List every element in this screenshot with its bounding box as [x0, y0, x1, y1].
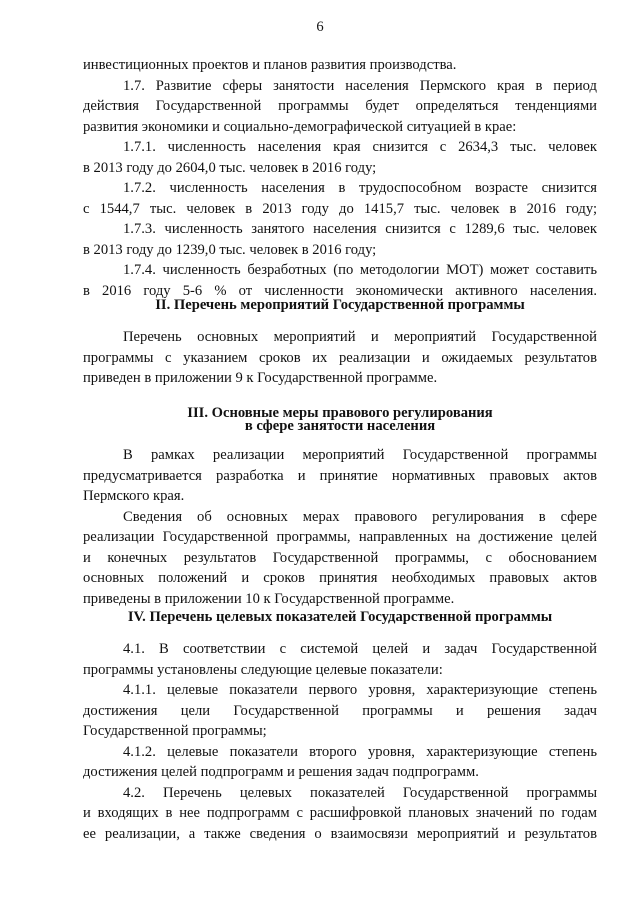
paragraph-line: 1.7. Развитие сферы занятости населения Пермского края в период [123, 77, 597, 94]
section-3-text [83, 445, 597, 609]
paragraph-line: действия Государственной программы будет определяться тенденциями [83, 98, 597, 114]
paragraph-line: 4.1. В соответствии с системой целей и задач Государственной [123, 641, 597, 657]
paragraph-line: программы установлены следующие целевые показатели: [83, 661, 443, 678]
section-2-heading: II. Перечень мероприятий Государственной программы [155, 297, 525, 313]
section-1-7-text [83, 55, 597, 301]
paragraph-line: программы с указанием сроков их реализации и ожидаемых результатов [83, 349, 597, 366]
paragraph-line: и конечных результатов Государственной программы, с обоснованием [83, 549, 597, 566]
paragraph-line: в 2013 году до 1239,0 тыс. человек в 2016 году; [83, 241, 377, 258]
page-number: 6 [316, 19, 324, 35]
paragraph-line: 4.1.1. целевые показатели первого уровня, характеризующие степень [123, 682, 597, 698]
paragraph-line: основных положений и сроков принятия необходимых правовых актов [83, 570, 597, 586]
paragraph-line: Государственной программы; [83, 723, 267, 739]
paragraph-line: приведен в приложении 9 к Государственной программе. [83, 370, 438, 386]
paragraph-line: в 2013 году до 2604,0 тыс. человек в 2016 году; [83, 159, 377, 176]
section-3-heading-line-2: в сфере занятости населения [244, 418, 436, 434]
paragraph-line: приведены в приложении 10 к Государственной программе. [83, 590, 455, 607]
section-4-text [83, 639, 597, 844]
paragraph-line: 1.7.2. численность населения в трудоспособном возрасте снизится [123, 180, 597, 196]
paragraph-line: ее реализации, а также сведения о взаимосвязи мероприятий и результатов [83, 825, 597, 842]
paragraph-line: 1.7.4. численность безработных (по методологии МОТ) может составить [123, 262, 597, 278]
paragraph-line: достижения целей подпрограмм и решения задач подпрограмм. [83, 764, 479, 780]
paragraph-line: Сведения об основных мерах правового регулирования в сфере [123, 508, 597, 525]
paragraph-line: 1.7.3. численность занятого населения снизится с 1289,6 тыс. человек [123, 221, 597, 237]
paragraph-line: В рамках реализации мероприятий Государственной программы [123, 447, 597, 463]
paragraph-line: инвестиционных проектов и планов развития производства. [83, 57, 457, 73]
paragraph-line: развития экономики и социально-демографической ситуацией в крае: [83, 118, 517, 135]
section-4-heading: IV. Перечень целевых показателей Государственной программы [127, 609, 553, 625]
paragraph-line: достижения цели Государственной программы и решения задач [83, 702, 597, 719]
paragraph-line: 4.2. Перечень целевых показателей Государственной программы [123, 784, 597, 801]
section-2-text [83, 327, 597, 389]
paragraph-line: и входящих в нее подпрограмм с расшифровкой плановых значений по годам [83, 805, 597, 821]
paragraph-line: с 1544,7 тыс. человек в 2013 году до 1415,7 тыс. человек в 2016 году; [83, 200, 597, 217]
paragraph-line: 4.1.2. целевые показатели второго уровня, характеризующие степень [123, 743, 597, 760]
section-3-heading-line-1: III. Основные меры правового регулирования [187, 405, 493, 421]
paragraph-line: Перечень основных мероприятий и мероприятий Государственной [123, 329, 597, 345]
paragraph-line: предусматривается разработка и принятие нормативных правовых актов [83, 467, 597, 484]
paragraph-line: Пермского края. [83, 488, 185, 504]
paragraph-line: 1.7.1. численность населения края снизится с 2634,3 тыс. человек [123, 139, 597, 155]
paragraph-line: реализации Государственной программы, направленных на достижение целей [83, 529, 597, 545]
paragraph-line: в 2016 году 5-6 % от численности экономически активного населения. [83, 282, 597, 299]
